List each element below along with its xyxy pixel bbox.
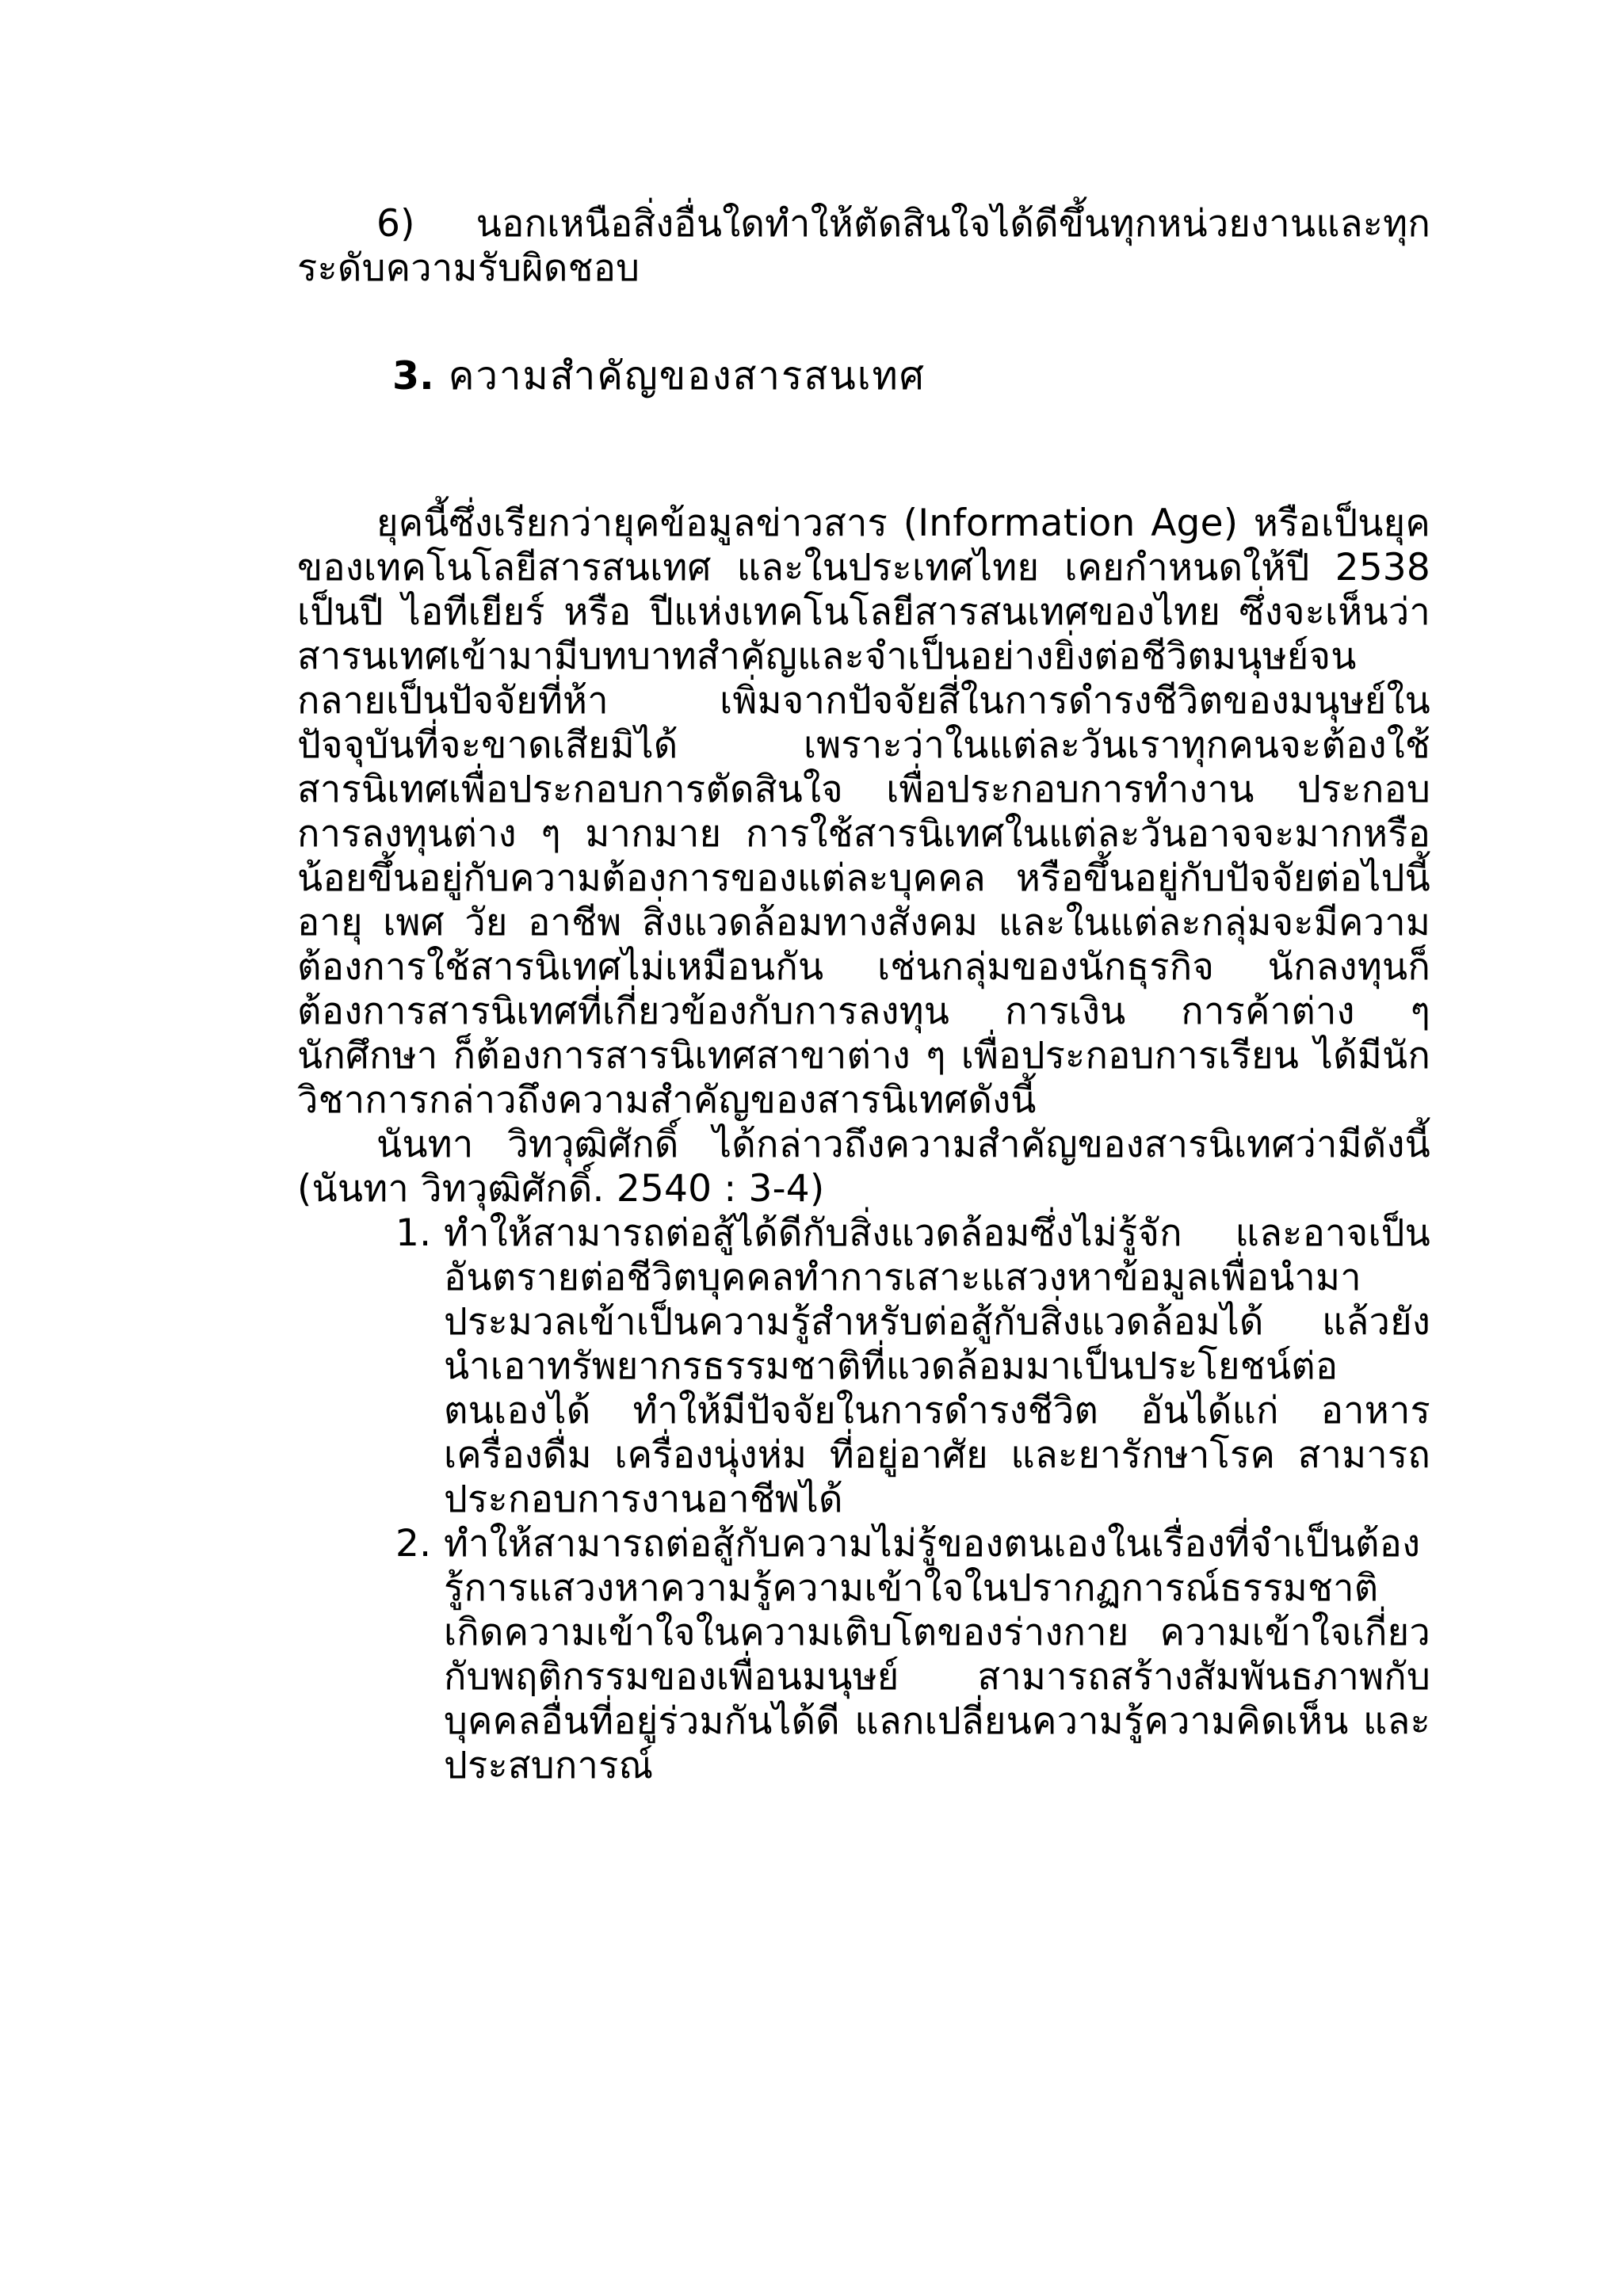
list-item-text: ทำให้สามารถต่อสู้กับความไม่รู้ของตนเองในเรื่องที่จำเป็นต้องรู้การแสวงหาความรู้ความเข้าใจในปรากฏการณ์ธรรมชาติ เกิดความเข้าใจในความเติบโตของร่างกาย ความเข้าใจเกี่ยวกับพฤติกรรมของเพื่อนมนุษย์ สามารถสร้างสัมพันธภาพกับบุคคลอื่นที่อยู่ร่วมกันได้ดี แลกเปลี่ยนความรู้ความคิดเห็น และประสบการณ์ [444, 1522, 1430, 1787]
list-item-text: ทำให้สามารถต่อสู้ได้ดีกับสิ่งแวดล้อมซึ่งไม่รู้จัก และอาจเป็นอันตรายต่อชีวิตบุคคลทำการเสาะแสวงหาข้อมูลเพื่อนำมาประมวลเข้าเป็นความรู้สำหรับต่อสู้กับสิ่งแวดล้อมได้ แล้วยังนำเอาทรัพยากรธรรมชาติที่แวดล้อมมาเป็นประโยชน์ต่อตนเองได้ ทำให้มีปัจจัยในการดำรงชีวิต อันได้แก่ อาหาร เครื่องดื่ม เครื่องนุ่งห่ม ที่อยู่อาศัย และยารักษาโรค สามารถประกอบการงานอาชีพได้ [444, 1211, 1430, 1521]
list-item [297, 1522, 1430, 1788]
citation-paragraph: นันทา วิทวุฒิศักดิ์ ได้กล่าวถึงความสำคัญของสารนิเทศว่ามีดังนี้ (นันทา วิทวุฒิศักดิ์. 2540 : 3-4) [297, 1123, 1430, 1211]
list-marker: 2. [395, 1522, 432, 1566]
intro-paragraph: ยุคนี้ซึ่งเรียกว่ายุคข้อมูลข่าวสาร (Information Age) หรือเป็นยุคของเทคโนโลยีสารสนเทศ และในประเทศไทย เคยกำหนดให้ปี 2538 เป็นปี ไอทีเยียร์ หรือ ปีแห่งเทคโนโลยีสารสนเทศของไทย ซึ่งจะเห็นว่าสารนเทศเข้ามามีบทบาทสำคัญและจำเป็นอย่างยิ่งต่อชีวิตมนุษย์จนกลายเป็นปัจจัยที่ห้า เพิ่มจากปัจจัยสี่ในการดำรงชีวิตของมนุษย์ในปัจจุบันที่จะขาดเสียมิได้ เพราะว่าในแต่ละวันเราทุกคนจะต้องใช้สารนิเทศเพื่อประกอบการตัดสินใจ เพื่อประกอบการทำงาน ประกอบการลงทุนต่าง ๆ มากมาย การใช้สารนิเทศในแต่ละวันอาจจะมากหรือน้อยขึ้นอยู่กับความต้องการของแต่ละบุคคล หรือขึ้นอยู่กับปัจจัยต่อไปนี้ อายุ เพศ วัย อาชีพ สิ่งแวดล้อมทางสังคม และในแต่ละกลุ่มจะมีความต้องการใช้สารนิเทศไม่เหมือนกัน เช่นกลุ่มของนักธุรกิจ นักลงทุนก็ต้องการสารนิเทศที่เกี่ยวข้องกับการลงทุน การเงิน การค้าต่าง ๆ นักศึกษา ก็ต้องการสารนิเทศสาขาต่าง ๆ เพื่อประกอบการเรียน ได้มีนักวิชาการกล่าวถึงความสำคัญของสารนิเทศดังนี้ [297, 502, 1430, 1122]
importance-list [297, 1211, 1430, 1788]
paragraph-item-6: 6) นอกเหนือสิ่งอื่นใดทำให้ตัดสินใจได้ดีขึ้นทุกหน่วยงานและทุกระดับความรับผิดชอบ [297, 202, 1430, 290]
list-marker: 1. [395, 1211, 432, 1255]
section-title: ความสำคัญของสารสนเทศ [448, 353, 926, 399]
section-heading [297, 353, 1430, 400]
list-item [297, 1211, 1430, 1522]
spacer [297, 400, 1430, 502]
page-content [297, 202, 1430, 1788]
section-number: 3. [392, 353, 434, 399]
